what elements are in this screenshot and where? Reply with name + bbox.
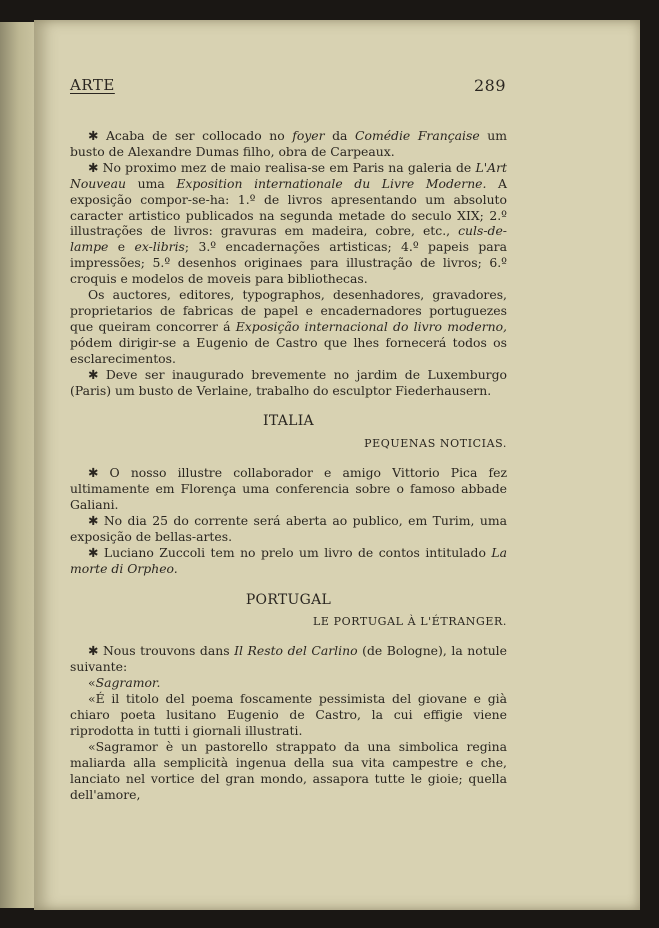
- news-item: ✱ No dia 25 do corrente será aberta ao publico, em Turim, uma exposição de bellas-artes.: [70, 512, 507, 544]
- quote-paragraph: «Sagramor è un pastorello strappato da una simbolica regina maliarda alla semplicità ingenua della sua vita campestre e che, lanciato nel vortice del gran mondo, assapora tutte le gioie; quella dell'amore,: [70, 738, 507, 802]
- page-body: [70, 128, 507, 802]
- asterisk-icon: ✱: [88, 366, 99, 382]
- news-item: ✱ Nous trouvons dans Il Resto del Carlino (de Bologne), la notule suivante:: [70, 643, 507, 675]
- asterisk-icon: ✱: [88, 544, 99, 560]
- asterisk-icon: ✱: [88, 512, 99, 528]
- asterisk-icon: ✱: [88, 128, 99, 143]
- section-title-italia: ITALIA: [263, 413, 314, 430]
- asterisk-icon: ✱: [88, 643, 99, 659]
- header-section-title: ARTE: [70, 76, 115, 94]
- paragraph: Os auctores, editores, typographos, desenhadores, gravadores, proprietarios de fabricas de papel e encadernadores portuguezes que queiram concorrer á Exposição internacional do livro moderno, pódem dirigir-se a Eugenio de Castro que lhes fornecerá todos os esclarecimentos.: [70, 287, 507, 366]
- asterisk-icon: ✱: [88, 159, 99, 175]
- book-spine: [0, 22, 34, 908]
- section-title-portugal: PORTUGAL: [245, 591, 332, 608]
- asterisk-icon: ✱: [88, 465, 99, 481]
- page-number: 289: [473, 76, 506, 95]
- subsection-title: PEQUENAS NOTICIAS.: [364, 437, 507, 451]
- quote-paragraph: «É il titolo del poema foscamente pessimista del giovane e già chiaro poeta lusitano Eugenio de Castro, la cui effigie viene riprodotta in tutti i giornali illustrati.: [70, 691, 507, 738]
- news-item: ✱ Acaba de ser collocado no foyer da Comédie Française um busto de Alexandre Dumas filho, obra de Carpeaux.: [70, 128, 508, 159]
- news-item: ✱ Deve ser inaugurado brevemente no jardim de Luxemburgo (Paris) um busto de Verlaine, trabalho do esculptor Fiederhausern.: [70, 366, 507, 398]
- subsection-title: LE PORTUGAL À L'ÉTRANGER.: [312, 615, 507, 629]
- quote-paragraph: «Sagramor.: [88, 675, 161, 691]
- news-item: ✱ Luciano Zuccoli tem no prelo um livro de contos intitulado La morte di Orpheo.: [70, 544, 507, 576]
- news-item: ✱ O nosso illustre collaborador e amigo Vittorio Pica fez ultimamente em Florença uma conferencia sobre o famoso abbade Galiani.: [70, 465, 507, 513]
- news-item: ✱ No proximo mez de maio realisa-se em Paris na galeria de L'Art Nouveau uma Exposition internationale du Livre Moderne. A exposição compor-se-ha: 1.º de livros apresentando um absoluto caracter artistico publicados na segunda metade do seculo XIX; 2.º illustrações de livros: gravuras em madeira, cobre, etc., culs-de-lampe e ex-libris; 3.º encadernações artisticas; 4.º papeis para impressões; 5.º desenhos originaes para illustração de livros; 6.º croquis e modelos de moveis para bibliothecas.: [70, 159, 508, 287]
